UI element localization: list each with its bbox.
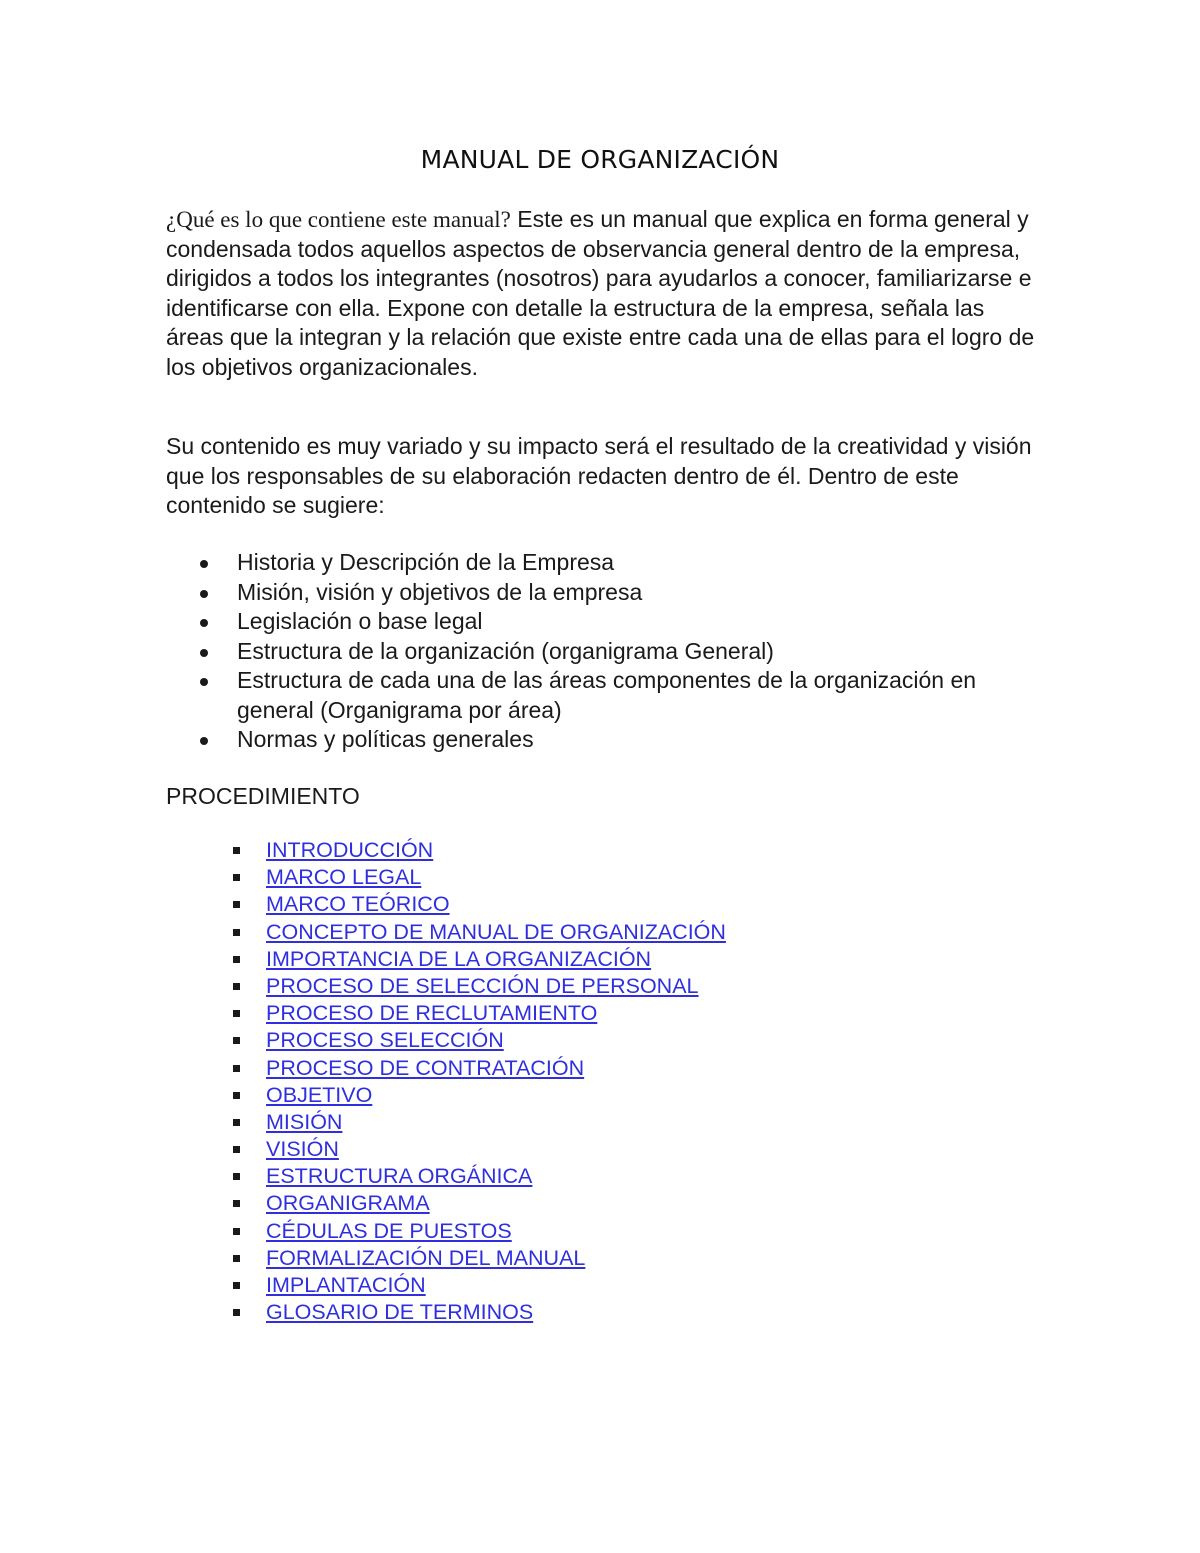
link-item [166,864,1046,891]
square-bullet-icon [233,847,240,854]
document-title: MANUAL DE ORGANIZACIÓN [420,145,780,174]
list-item-text: Historia y Descripción de la Empresa [237,549,615,575]
square-bullet-icon [233,1255,240,1262]
link-item [166,891,1046,918]
link-item [166,973,1046,1000]
link-cedulas-puestos[interactable]: CÉDULAS DE PUESTOS [266,1218,512,1243]
square-bullet-icon [233,1173,240,1180]
square-bullet-icon [233,1146,240,1153]
link-glosario-terminos[interactable]: GLOSARIO DE TERMINOS [266,1300,534,1325]
link-marco-legal[interactable]: MARCO LEGAL [266,865,422,890]
square-bullet-icon [233,1037,240,1044]
square-bullet-icon [233,901,240,908]
link-formalizacion-manual[interactable]: FORMALIZACIÓN DEL MANUAL [266,1245,586,1270]
link-proceso-reclutamiento[interactable]: PROCESO DE RECLUTAMIENTO [266,1001,598,1026]
bullet-icon [200,678,208,686]
link-item [166,919,1046,946]
link-item [166,1082,1046,1109]
list-item [166,666,1046,725]
link-item [166,1109,1046,1136]
link-implantacion[interactable]: IMPLANTACIÓN [266,1273,426,1297]
link-item [166,1027,1046,1054]
list-item-text: Normas y políticas generales [237,726,534,752]
link-proceso-seleccion[interactable]: PROCESO SELECCIÓN [266,1028,504,1053]
link-item [166,1190,1046,1217]
list-item [166,578,1046,608]
link-item [166,1272,1046,1299]
link-marco-teorico[interactable]: MARCO TEÓRICO [266,892,450,917]
bullet-icon [200,560,208,568]
square-bullet-icon [233,1309,240,1316]
list-item-text: Estructura de cada una de las áreas componentes de la organización en general (Organigrama por área) [237,667,977,723]
link-item [166,1000,1046,1027]
square-bullet-icon [233,1092,240,1099]
procedure-link-list [166,837,1046,1326]
square-bullet-icon [233,1200,240,1207]
link-vision[interactable]: VISIÓN [266,1137,339,1162]
square-bullet-icon [233,1228,240,1235]
intro-paragraph [166,205,1046,382]
list-item [166,637,1046,667]
bullet-icon [200,737,208,745]
list-item-text: Legislación o base legal [237,608,483,634]
link-item [166,1245,1046,1272]
link-organigrama[interactable]: ORGANIGRAMA [266,1191,430,1216]
square-bullet-icon [233,956,240,963]
link-item [166,837,1046,864]
link-objetivo[interactable]: OBJETIVO [266,1082,373,1107]
list-item [166,725,1046,755]
list-item [166,548,1046,578]
link-introduccion[interactable]: INTRODUCCIÓN [266,838,434,862]
square-bullet-icon [233,1119,240,1126]
square-bullet-icon [233,983,240,990]
link-proceso-contratacion[interactable]: PROCESO DE CONTRATACIÓN [266,1055,585,1080]
square-bullet-icon [233,1282,240,1289]
bullet-icon [200,619,208,627]
link-importancia-organizacion[interactable]: IMPORTANCIA DE LA ORGANIZACIÓN [266,946,652,971]
square-bullet-icon [233,874,240,881]
link-item [166,1218,1046,1245]
link-item [166,1136,1046,1163]
link-item [166,1299,1046,1326]
intro-question: ¿Qué es lo que contiene este manual? [166,207,511,232]
square-bullet-icon [233,929,240,936]
procedure-heading: PROCEDIMIENTO [166,783,360,809]
content-paragraph: Su contenido es muy variado y su impacto será el resultado de la creatividad y visión que los responsables de su elaboración redacten dentro de él. Dentro de este contenido se sugiere: [166,433,1032,518]
link-proceso-seleccion-personal[interactable]: PROCESO DE SELECCIÓN DE PERSONAL [266,973,699,998]
suggested-content-list [166,548,1046,755]
square-bullet-icon [233,1010,240,1017]
link-concepto-manual[interactable]: CONCEPTO DE MANUAL DE ORGANIZACIÓN [266,919,726,944]
link-item [166,1163,1046,1190]
list-item-text: Estructura de la organización (organigrama General) [237,637,774,664]
intro-text: Este es un manual que explica en forma general y condensada todos aquellos aspectos de observancia general dentro de la empresa, dirigidos a todos los integrantes (nosotros) para ayudarlos a conocer, familiarizarse e identificarse con ella. Expone con detalle la estructura de la empresa, señala las áreas que la integran y la relación que existe entre cada una de ellas para el logro de los objetivos organizacionales. [166,206,1035,380]
link-estructura-organica[interactable]: ESTRUCTURA ORGÁNICA [266,1164,533,1189]
link-mision[interactable]: MISIÓN [266,1109,343,1134]
bullet-icon [200,590,208,598]
list-item [166,607,1046,637]
link-item [166,946,1046,973]
square-bullet-icon [233,1065,240,1072]
bullet-icon [200,649,208,657]
list-item-text: Misión, visión y objetivos de la empresa [237,578,643,605]
link-item [166,1055,1046,1082]
